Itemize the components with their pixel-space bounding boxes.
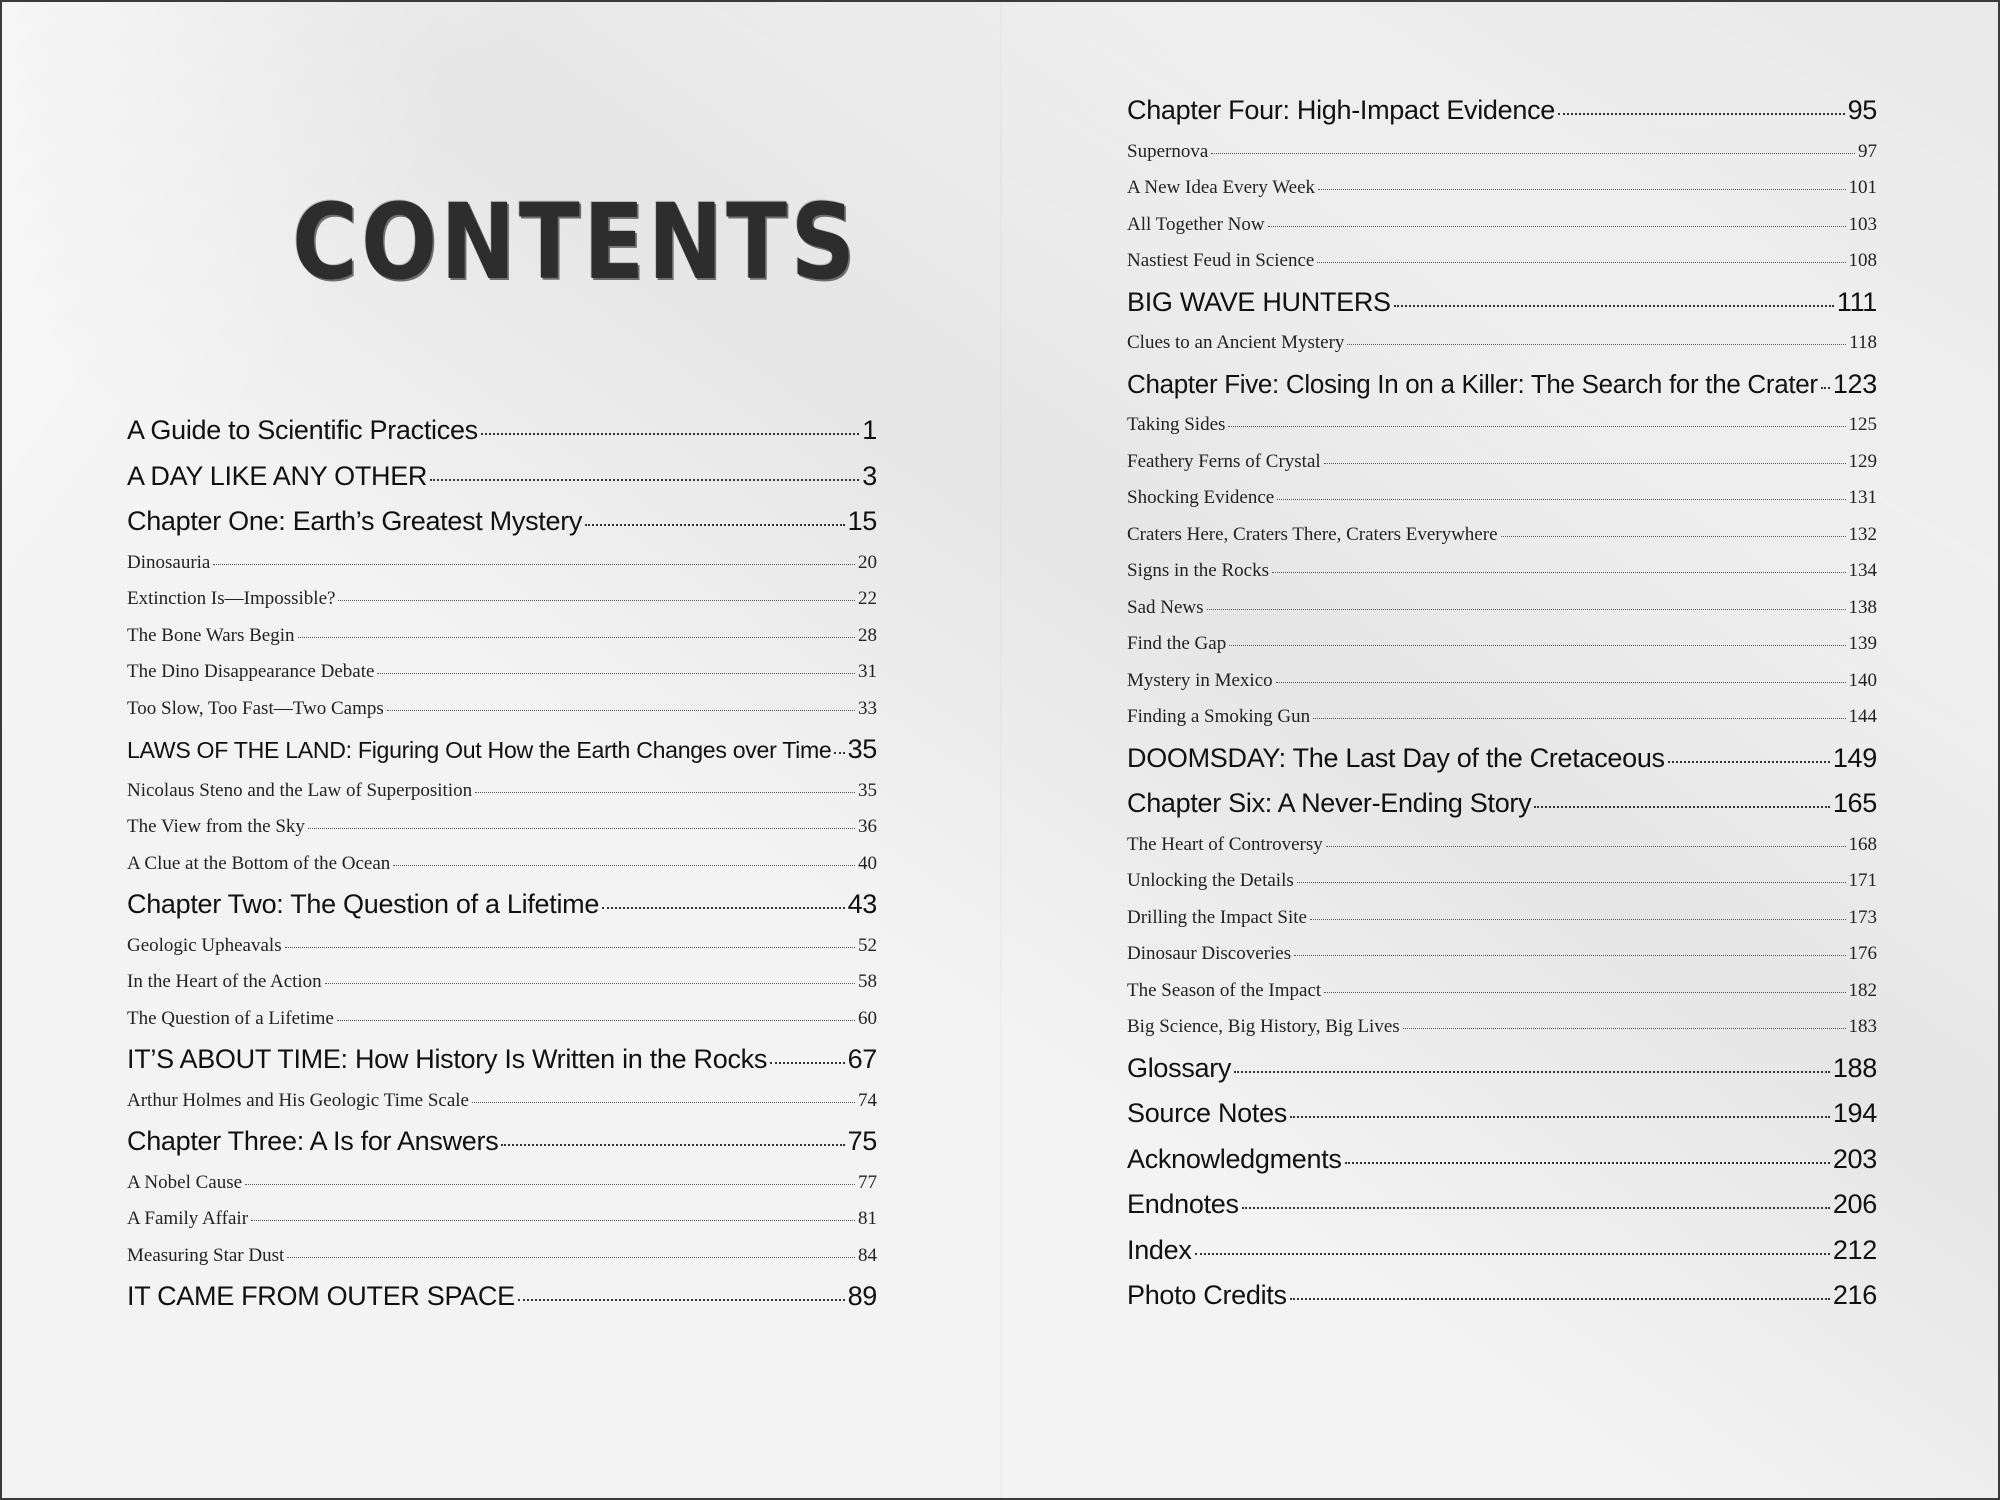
toc-section-entry xyxy=(127,1281,877,1327)
dot-leader xyxy=(1501,535,1846,537)
toc-entry-title: The Season of the Impact xyxy=(1127,979,1322,1001)
toc-subsection-entry xyxy=(1127,943,1877,980)
toc-entry-title: Too Slow, Too Fast—Two Camps xyxy=(127,697,384,719)
dot-leader xyxy=(245,1183,855,1185)
dot-leader xyxy=(518,1298,845,1301)
toc-page-number: 103 xyxy=(1848,213,1877,235)
dot-leader xyxy=(298,636,855,638)
toc-page-number: 95 xyxy=(1847,95,1877,125)
toc-entry-title: Taking Sides xyxy=(1127,414,1226,435)
toc-page-number: 81 xyxy=(858,1208,877,1229)
toc-entry-title: Glossary xyxy=(1127,1052,1232,1083)
toc-entry-title: Arthur Holmes and His Geologic Time Scale xyxy=(127,1089,469,1111)
toc-page-number: 40 xyxy=(858,852,877,874)
dot-leader xyxy=(1324,462,1846,464)
toc-page-number: 35 xyxy=(847,734,877,764)
toc-entry-title: Index xyxy=(1127,1234,1192,1265)
toc-subsection-entry xyxy=(1127,451,1877,488)
toc-page-number: 22 xyxy=(858,588,877,609)
dot-leader xyxy=(1276,681,1846,683)
toc-page-number: 60 xyxy=(858,1007,877,1029)
toc-section-entry xyxy=(1127,369,1877,415)
dot-leader xyxy=(1228,425,1845,427)
toc-section-entry xyxy=(127,1126,877,1172)
toc-entry-title: Nicolaus Steno and the Law of Superposition xyxy=(127,779,473,801)
toc-entry-title: Mystery in Mexico xyxy=(1127,669,1273,691)
toc-subsection-entry xyxy=(1127,907,1877,944)
toc-section-entry xyxy=(1127,95,1877,141)
toc-page-number: 188 xyxy=(1832,1052,1877,1083)
toc-page-number: 194 xyxy=(1832,1098,1877,1128)
toc-page-number: 203 xyxy=(1832,1143,1877,1174)
toc-entry-title: Feathery Ferns of Crystal xyxy=(1127,450,1321,472)
toc-entry-title: The Heart of Controversy xyxy=(1127,833,1323,855)
dot-leader xyxy=(1207,608,1846,610)
toc-entry-title: Craters Here, Craters There, Craters Everywhere xyxy=(1127,523,1498,545)
dot-leader xyxy=(1534,805,1830,808)
toc-entry-title: Drilling the Impact Site xyxy=(1127,906,1307,928)
dot-leader xyxy=(1317,261,1845,263)
toc-page-number: 108 xyxy=(1848,250,1877,271)
toc-subsection-entry xyxy=(127,588,877,625)
toc-entry-title: IT’S ABOUT TIME: How History Is Written in the Rocks xyxy=(127,1044,768,1074)
toc-entry-title: The Question of a Lifetime xyxy=(127,1007,334,1029)
toc-subsection-entry xyxy=(1127,980,1877,1017)
toc-subsection-entry xyxy=(1127,414,1877,451)
toc-subsection-entry xyxy=(127,1172,877,1209)
toc-entry-title: Chapter Two: The Question of a Lifetime xyxy=(127,889,600,919)
dot-leader xyxy=(1347,343,1846,345)
toc-page-number: 149 xyxy=(1832,742,1877,773)
dot-leader xyxy=(1229,644,1845,646)
toc-page-number: 138 xyxy=(1848,596,1877,618)
toc-page-number: 168 xyxy=(1848,833,1877,855)
toc-section-entry xyxy=(127,415,877,461)
toc-page-number: 35 xyxy=(858,779,877,801)
toc-entry-title: The View from the Sky xyxy=(127,816,305,837)
dot-leader xyxy=(501,1143,844,1146)
dot-leader xyxy=(1297,881,1846,883)
toc-subsection-entry xyxy=(127,816,877,853)
dot-leader xyxy=(308,827,855,829)
toc-subsection-entry xyxy=(127,935,877,972)
toc-entry-title: Find the Gap xyxy=(1127,633,1227,654)
dot-leader xyxy=(430,478,859,481)
toc-page-number: 131 xyxy=(1848,487,1877,508)
toc-page-number: 173 xyxy=(1848,906,1877,928)
toc-page-number: 52 xyxy=(858,934,877,956)
toc-page-number: 125 xyxy=(1848,414,1877,435)
dot-leader xyxy=(1403,1027,1846,1029)
dot-leader xyxy=(213,563,855,565)
toc-subsection-entry xyxy=(1127,633,1877,670)
toc-section-entry xyxy=(1127,1280,1877,1326)
toc-subsection-entry xyxy=(1127,524,1877,561)
toc-page-number: 206 xyxy=(1832,1189,1877,1219)
toc-entry-title: Extinction Is—Impossible? xyxy=(127,588,336,609)
dot-leader xyxy=(1310,918,1846,920)
dot-leader xyxy=(393,864,855,866)
toc-page-number: 31 xyxy=(858,661,877,682)
toc-section-entry xyxy=(1127,1144,1877,1190)
toc-page-number: 28 xyxy=(858,624,877,646)
toc-page-number: 132 xyxy=(1848,523,1877,545)
dot-leader xyxy=(1268,225,1846,227)
toc-subsection-entry xyxy=(127,971,877,1008)
dot-leader xyxy=(1313,717,1845,719)
toc-page-number: 36 xyxy=(858,816,877,837)
toc-entry-title: A Nobel Cause xyxy=(127,1171,243,1193)
toc-page-number: 1 xyxy=(862,415,877,445)
toc-section-entry xyxy=(1127,1098,1877,1144)
toc-section-entry xyxy=(127,734,877,780)
toc-entry-title: A Clue at the Bottom of the Ocean xyxy=(127,852,391,874)
dot-leader xyxy=(1234,1070,1830,1073)
dot-leader xyxy=(585,523,844,526)
toc-entry-title: Photo Credits xyxy=(1127,1280,1287,1310)
toc-section-entry xyxy=(1127,287,1877,333)
spine-shadow xyxy=(1000,2,1002,1498)
toc-section-entry xyxy=(127,506,877,552)
toc-page-number: 139 xyxy=(1848,633,1877,654)
toc-page-number: 182 xyxy=(1848,979,1877,1001)
toc-right-column xyxy=(1127,95,1877,1326)
toc-subsection-entry xyxy=(1127,560,1877,597)
toc-page-number: 183 xyxy=(1848,1016,1877,1037)
toc-subsection-entry xyxy=(127,1008,877,1045)
toc-entry-title: IT CAME FROM OUTER SPACE xyxy=(127,1281,515,1311)
toc-subsection-entry xyxy=(1127,332,1877,369)
toc-entry-title: Chapter Three: A Is for Answers xyxy=(127,1126,499,1156)
toc-page-number: 97 xyxy=(1858,140,1877,162)
toc-page-number: 67 xyxy=(847,1044,877,1074)
dot-leader xyxy=(481,432,859,435)
toc-page-number: 171 xyxy=(1848,870,1877,891)
dot-leader xyxy=(287,1256,855,1258)
toc-entry-title: A Guide to Scientific Practices xyxy=(127,415,478,445)
dot-leader xyxy=(602,906,844,909)
dot-leader xyxy=(770,1061,845,1064)
dot-leader xyxy=(1294,954,1845,956)
toc-entry-title: A DAY LIKE ANY OTHER xyxy=(127,460,428,491)
dot-leader xyxy=(1277,498,1845,500)
toc-page-number: 123 xyxy=(1832,368,1877,399)
toc-subsection-entry xyxy=(1127,870,1877,907)
toc-entry-title: DOOMSDAY: The Last Day of the Cretaceous xyxy=(1127,742,1665,773)
toc-subsection-entry xyxy=(1127,834,1877,871)
dot-leader xyxy=(1211,152,1855,154)
toc-page-number: 144 xyxy=(1848,706,1877,727)
dot-leader xyxy=(387,709,855,711)
toc-subsection-entry xyxy=(127,1090,877,1127)
toc-page-number: 176 xyxy=(1848,943,1877,964)
toc-page-number: 33 xyxy=(858,697,877,719)
toc-entry-title: Chapter Six: A Never-Ending Story xyxy=(1127,788,1532,818)
dot-leader xyxy=(1272,571,1846,573)
dot-leader xyxy=(1394,304,1834,307)
toc-subsection-entry xyxy=(127,780,877,817)
dot-leader xyxy=(1290,1297,1830,1300)
dot-leader xyxy=(1324,991,1845,993)
toc-page-number: 118 xyxy=(1849,332,1877,353)
toc-page-number: 77 xyxy=(858,1171,877,1193)
toc-subsection-entry xyxy=(127,1208,877,1245)
toc-entry-title: Finding a Smoking Gun xyxy=(1127,706,1311,727)
dot-leader xyxy=(1345,1161,1830,1164)
toc-page-number: 165 xyxy=(1832,788,1877,818)
toc-entry-title: Shocking Evidence xyxy=(1127,487,1275,508)
toc-subsection-entry xyxy=(127,625,877,662)
toc-entry-title: Signs in the Rocks xyxy=(1127,560,1269,581)
toc-page-number: 20 xyxy=(858,551,877,573)
toc-subsection-entry xyxy=(1127,487,1877,524)
toc-entry-title: Dinosaur Discoveries xyxy=(1127,943,1292,964)
toc-entry-title: Chapter One: Earth’s Greatest Mystery xyxy=(127,506,583,536)
toc-page-number: 3 xyxy=(862,460,877,491)
toc-section-entry xyxy=(1127,1235,1877,1281)
toc-entry-title: Unlocking the Details xyxy=(1127,870,1294,891)
toc-section-entry xyxy=(127,889,877,935)
toc-subsection-entry xyxy=(1127,214,1877,251)
dot-leader xyxy=(1290,1115,1830,1118)
toc-subsection-entry xyxy=(127,661,877,698)
toc-subsection-entry xyxy=(127,698,877,735)
toc-page-number: 129 xyxy=(1848,450,1877,472)
toc-entry-title: Dinosauria xyxy=(127,551,211,573)
dot-leader xyxy=(325,982,855,984)
toc-subsection-entry xyxy=(1127,141,1877,178)
toc-page-number: 43 xyxy=(847,889,877,919)
toc-page-number: 84 xyxy=(858,1244,877,1266)
toc-page-number: 134 xyxy=(1848,560,1877,581)
toc-entry-title: A Family Affair xyxy=(127,1208,249,1229)
toc-page-number: 58 xyxy=(858,971,877,992)
dot-leader xyxy=(1821,386,1830,389)
toc-page-number: 216 xyxy=(1832,1280,1877,1310)
toc-section-entry xyxy=(127,461,877,507)
toc-entry-title: Clues to an Ancient Mystery xyxy=(1127,332,1345,353)
dot-leader xyxy=(377,672,855,674)
toc-subsection-entry xyxy=(1127,177,1877,214)
dot-leader xyxy=(1558,112,1845,115)
dot-leader xyxy=(285,946,855,948)
toc-page-number: 140 xyxy=(1848,669,1877,691)
toc-page-number: 101 xyxy=(1848,177,1877,198)
toc-subsection-entry xyxy=(127,552,877,589)
toc-subsection-entry xyxy=(1127,1016,1877,1053)
toc-entry-title: Big Science, Big History, Big Lives xyxy=(1127,1016,1400,1037)
dot-leader xyxy=(338,599,855,601)
toc-entry-title: LAWS OF THE LAND: Figuring Out How the Earth Changes over Time xyxy=(127,737,832,763)
dot-leader xyxy=(1195,1252,1830,1255)
toc-subsection-entry xyxy=(1127,706,1877,743)
toc-entry-title: Nastiest Feud in Science xyxy=(1127,250,1315,271)
toc-entry-title: Measuring Star Dust xyxy=(127,1244,285,1266)
toc-subsection-entry xyxy=(1127,597,1877,634)
toc-section-entry xyxy=(1127,743,1877,789)
toc-entry-title: The Dino Disappearance Debate xyxy=(127,661,375,682)
toc-entry-title: Source Notes xyxy=(1127,1098,1287,1128)
dot-leader xyxy=(1326,845,1846,847)
dot-leader xyxy=(337,1019,855,1021)
toc-page-number: 74 xyxy=(858,1089,877,1111)
dot-leader xyxy=(475,791,855,793)
toc-page-number: 89 xyxy=(847,1281,877,1311)
dot-leader xyxy=(251,1219,855,1221)
toc-section-entry xyxy=(1127,1189,1877,1235)
toc-entry-title: All Together Now xyxy=(1127,213,1265,235)
toc-entry-title: In the Heart of the Action xyxy=(127,971,322,992)
toc-page-number: 75 xyxy=(847,1126,877,1156)
toc-page-number: 212 xyxy=(1832,1234,1877,1265)
page-title: CONTENTS xyxy=(292,181,859,303)
dot-leader xyxy=(1242,1206,1830,1209)
toc-entry-title: A New Idea Every Week xyxy=(1127,177,1316,198)
dot-leader xyxy=(1668,760,1830,763)
toc-entry-title: Chapter Five: Closing In on a Killer: The Search for the Crater xyxy=(1127,368,1818,399)
dot-leader xyxy=(472,1101,855,1103)
toc-entry-title: Acknowledgments xyxy=(1127,1143,1342,1174)
dot-leader xyxy=(834,751,844,754)
toc-subsection-entry xyxy=(127,1245,877,1282)
toc-entry-title: Sad News xyxy=(1127,596,1204,618)
toc-entry-title: The Bone Wars Begin xyxy=(127,624,295,646)
toc-entry-title: Supernova xyxy=(1127,140,1209,162)
toc-subsection-entry xyxy=(127,853,877,890)
toc-subsection-entry xyxy=(1127,250,1877,287)
toc-section-entry xyxy=(1127,1053,1877,1099)
dot-leader xyxy=(1318,188,1845,190)
toc-subsection-entry xyxy=(1127,670,1877,707)
toc-page-number: 15 xyxy=(847,506,877,536)
toc-entry-title: BIG WAVE HUNTERS xyxy=(1127,286,1391,317)
toc-page-number: 111 xyxy=(1836,286,1877,317)
toc-entry-title: Geologic Upheavals xyxy=(127,934,282,956)
toc-section-entry xyxy=(127,1044,877,1090)
toc-left-column xyxy=(127,415,877,1327)
toc-entry-title: Endnotes xyxy=(1127,1189,1239,1219)
toc-entry-title: Chapter Four: High-Impact Evidence xyxy=(1127,95,1555,125)
toc-section-entry xyxy=(1127,788,1877,834)
